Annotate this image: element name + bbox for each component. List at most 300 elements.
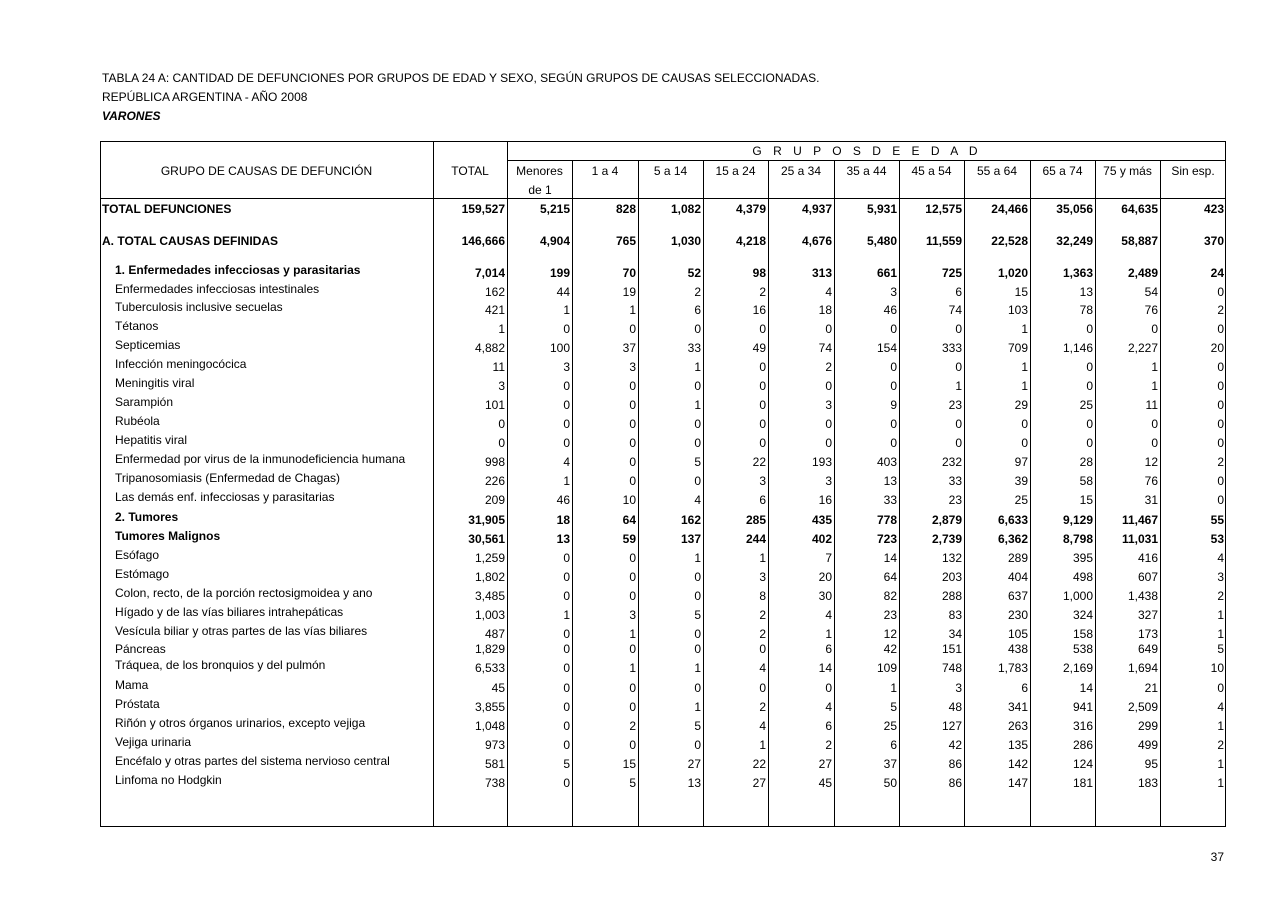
age-value-cell: 0	[629, 322, 636, 336]
age-value-cell: 5,931	[866, 202, 897, 216]
title-block	[102, 69, 820, 126]
age-value-cell: 4	[825, 608, 832, 622]
age-value-cell: 48	[948, 700, 962, 714]
age-value-cell: 97	[1014, 455, 1028, 469]
age-value-cell: 0	[694, 570, 701, 584]
row-label: Tráquea, de los bronquios y del pulmón	[115, 658, 326, 672]
table-title: TABLA 24 A: CANTIDAD DE DEFUNCIONES POR GRUPOS DE EDAD Y SEXO, SEGÚN GRUPOS DE CAUSAS SELECCIONADAS.	[102, 71, 820, 85]
age-value-cell: 127	[941, 719, 962, 733]
age-value-cell: 25	[1079, 398, 1093, 412]
row-label: Tuberculosis inclusive secuelas	[115, 300, 283, 314]
age-value-cell: 0	[825, 417, 832, 431]
age-value-cell: 0	[890, 436, 897, 450]
age-value-cell: 8	[759, 589, 766, 603]
age-value-cell: 4	[825, 285, 832, 299]
age-value-cell: 2	[759, 700, 766, 714]
total-cell: 1,259	[474, 551, 505, 565]
age-value-cell: 30	[818, 589, 832, 603]
age-value-cell: 435	[811, 513, 832, 527]
age-value-cell: 6	[1021, 681, 1028, 695]
age-value-cell: 18	[818, 303, 832, 317]
age-value-cell: 661	[876, 266, 897, 280]
age-groups-header: G R U P O S D E E D A D	[752, 144, 982, 158]
age-value-cell: 538	[1072, 642, 1093, 656]
total-cell: 162	[484, 285, 505, 299]
age-value-cell: 0	[825, 436, 832, 450]
age-value-cell: 285	[745, 513, 766, 527]
total-cell: 998	[484, 455, 505, 469]
age-value-cell: 5	[890, 700, 897, 714]
age-value-cell: 1	[1021, 379, 1028, 393]
age-value-cell: 147	[1007, 776, 1028, 790]
age-value-cell: 723	[876, 532, 897, 546]
age-value-cell: 5	[694, 719, 701, 733]
age-value-cell: 2,739	[931, 532, 962, 546]
age-value-cell: 4,676	[801, 234, 832, 248]
age-value-cell: 1	[1151, 379, 1158, 393]
age-value-cell: 748	[941, 661, 962, 675]
age-value-cell: 1,694	[1127, 661, 1158, 675]
row-label: Infección meningocócica	[115, 357, 247, 371]
row-label: Encéfalo y otras partes del sistema nervioso central	[115, 754, 390, 768]
column-divider	[703, 160, 704, 827]
age-value-cell: 0	[563, 417, 570, 431]
cause-column-header: GRUPO DE CAUSAS DE DEFUNCIÓN	[160, 164, 373, 178]
age-value-cell: 0	[1151, 322, 1158, 336]
row-label: A. TOTAL CAUSAS DEFINIDAS	[102, 234, 279, 248]
age-value-cell: 0	[563, 700, 570, 714]
total-cell: 159,527	[461, 202, 505, 216]
age-value-cell: 2	[759, 285, 766, 299]
column-divider	[638, 160, 639, 827]
age-column-header: 15 a 24	[715, 164, 756, 178]
age-value-cell: 438	[1007, 642, 1028, 656]
age-value-cell: 1	[890, 681, 897, 695]
age-value-cell: 15	[622, 757, 636, 771]
age-value-cell: 0	[825, 379, 832, 393]
age-value-cell: 0	[563, 570, 570, 584]
age-value-cell: 4,218	[735, 234, 766, 248]
age-value-cell: 0	[890, 417, 897, 431]
age-value-cell: 1,082	[670, 202, 701, 216]
age-value-cell: 4	[759, 661, 766, 675]
total-cell: 487	[484, 627, 505, 641]
age-value-cell: 0	[629, 700, 636, 714]
column-divider	[768, 160, 769, 827]
row-label: Tripanosomiasis (Enfermedad de Chagas)	[115, 471, 340, 485]
age-value-cell: 0	[694, 589, 701, 603]
age-value-cell: 14	[1079, 681, 1093, 695]
age-value-cell: 0	[955, 436, 962, 450]
age-value-cell: 50	[883, 776, 897, 790]
age-value-cell: 0	[563, 322, 570, 336]
age-value-cell: 1	[1217, 776, 1224, 790]
age-value-cell: 0	[1086, 436, 1093, 450]
age-value-cell: 324	[1072, 608, 1093, 622]
age-value-cell: 1	[563, 474, 570, 488]
age-value-cell: 12	[883, 627, 897, 641]
age-value-cell: 0	[629, 417, 636, 431]
age-value-cell: 0	[1086, 322, 1093, 336]
age-value-cell: 181	[1072, 776, 1093, 790]
age-value-cell: 42	[948, 738, 962, 752]
total-cell: 1,048	[474, 719, 505, 733]
age-value-cell: 2	[759, 627, 766, 641]
menores-header-line2: de 1	[528, 183, 552, 197]
age-value-cell: 2	[825, 738, 832, 752]
age-value-cell: 1,783	[997, 661, 1028, 675]
age-value-cell: 0	[694, 738, 701, 752]
row-label: Meningitis viral	[115, 376, 195, 390]
age-value-cell: 83	[948, 608, 962, 622]
age-value-cell: 370	[1203, 234, 1224, 248]
column-divider	[1030, 160, 1031, 827]
row-label: Tétanos	[115, 319, 159, 333]
age-value-cell: 18	[556, 513, 570, 527]
age-value-cell: 33	[948, 474, 962, 488]
age-value-cell: 0	[759, 360, 766, 374]
total-cell: 738	[484, 776, 505, 790]
age-value-cell: 1	[955, 379, 962, 393]
age-value-cell: 3	[759, 474, 766, 488]
age-value-cell: 1	[694, 360, 701, 374]
age-value-cell: 0	[1151, 436, 1158, 450]
age-column-header: 75 y más	[1103, 164, 1152, 178]
age-value-cell: 39	[1014, 474, 1028, 488]
age-value-cell: 4	[1217, 700, 1224, 714]
age-value-cell: 0	[759, 322, 766, 336]
age-value-cell: 6,362	[997, 532, 1028, 546]
age-value-cell: 16	[752, 303, 766, 317]
age-value-cell: 0	[1217, 379, 1224, 393]
age-value-cell: 4	[825, 700, 832, 714]
row-label: Vesícula biliar y otras partes de las vías biliares	[115, 624, 368, 638]
age-value-cell: 1	[825, 627, 832, 641]
age-value-cell: 0	[563, 738, 570, 752]
age-value-cell: 3	[955, 681, 962, 695]
row-label: 2. Tumores	[115, 510, 179, 524]
age-value-cell: 33	[687, 341, 701, 355]
age-value-cell: 0	[1217, 285, 1224, 299]
age-value-cell: 23	[948, 493, 962, 507]
age-value-cell: 27	[818, 757, 832, 771]
total-column-header: TOTAL	[451, 164, 489, 178]
age-value-cell: 828	[615, 202, 636, 216]
total-cell: 45	[491, 681, 505, 695]
age-value-cell: 135	[1007, 738, 1028, 752]
age-value-cell: 0	[1217, 360, 1224, 374]
age-value-cell: 4	[694, 493, 701, 507]
age-value-cell: 2,489	[1127, 266, 1158, 280]
age-value-cell: 765	[615, 234, 636, 248]
age-value-cell: 44	[556, 285, 570, 299]
total-cell: 973	[484, 738, 505, 752]
total-cell: 3,855	[474, 700, 505, 714]
age-value-cell: 607	[1137, 570, 1158, 584]
age-value-cell: 6	[825, 719, 832, 733]
age-value-cell: 395	[1072, 551, 1093, 565]
age-value-cell: 0	[1217, 493, 1224, 507]
age-value-cell: 24,466	[991, 202, 1028, 216]
age-value-cell: 103	[1007, 303, 1028, 317]
age-value-cell: 0	[563, 661, 570, 675]
age-value-cell: 0	[629, 570, 636, 584]
age-value-cell: 20	[1210, 341, 1224, 355]
age-value-cell: 1,438	[1127, 589, 1158, 603]
age-value-cell: 6	[890, 738, 897, 752]
age-value-cell: 64,635	[1121, 202, 1158, 216]
age-value-cell: 5	[694, 455, 701, 469]
age-value-cell: 0	[563, 776, 570, 790]
age-value-cell: 58,887	[1121, 234, 1158, 248]
age-value-cell: 0	[563, 627, 570, 641]
age-value-cell: 199	[549, 266, 570, 280]
age-value-cell: 11,559	[925, 234, 962, 248]
age-value-cell: 45	[818, 776, 832, 790]
age-value-cell: 709	[1007, 341, 1028, 355]
age-value-cell: 70	[622, 266, 636, 280]
age-value-cell: 3	[825, 474, 832, 488]
total-cell: 1,829	[474, 642, 505, 656]
age-value-cell: 9	[890, 398, 897, 412]
age-value-cell: 316	[1072, 719, 1093, 733]
age-value-cell: 42	[883, 642, 897, 656]
age-value-cell: 5	[694, 608, 701, 622]
row-label: Páncreas	[115, 642, 166, 656]
age-value-cell: 11,031	[1121, 532, 1158, 546]
age-value-cell: 0	[759, 398, 766, 412]
age-value-cell: 0	[759, 642, 766, 656]
age-value-cell: 11,467	[1121, 513, 1158, 527]
age-value-cell: 64	[883, 570, 897, 584]
age-value-cell: 22	[752, 757, 766, 771]
age-value-cell: 32,249	[1056, 234, 1093, 248]
age-value-cell: 31	[1144, 493, 1158, 507]
age-value-cell: 0	[1217, 322, 1224, 336]
age-value-cell: 0	[890, 322, 897, 336]
age-value-cell: 0	[629, 642, 636, 656]
age-value-cell: 13	[883, 474, 897, 488]
age-value-cell: 230	[1007, 608, 1028, 622]
age-value-cell: 74	[948, 303, 962, 317]
age-value-cell: 13	[1079, 285, 1093, 299]
age-value-cell: 22,528	[991, 234, 1028, 248]
age-value-cell: 498	[1072, 570, 1093, 584]
age-value-cell: 5,215	[539, 202, 570, 216]
page-number: 37	[1210, 850, 1224, 864]
column-divider	[572, 160, 573, 827]
age-value-cell: 37	[883, 757, 897, 771]
age-value-cell: 1	[629, 627, 636, 641]
age-value-cell: 289	[1007, 551, 1028, 565]
age-value-cell: 0	[890, 360, 897, 374]
age-value-cell: 4,937	[801, 202, 832, 216]
age-value-cell: 76	[1144, 303, 1158, 317]
row-label: Estómago	[115, 567, 170, 581]
total-cell: 0	[498, 436, 505, 450]
age-group-divider	[507, 160, 1226, 161]
age-value-cell: 5	[563, 757, 570, 771]
age-value-cell: 263	[1007, 719, 1028, 733]
age-value-cell: 0	[1217, 417, 1224, 431]
total-cell: 3,485	[474, 589, 505, 603]
age-value-cell: 132	[941, 551, 962, 565]
age-value-cell: 778	[876, 513, 897, 527]
age-value-cell: 1	[694, 700, 701, 714]
header-divider	[100, 198, 1226, 199]
age-value-cell: 1	[629, 661, 636, 675]
age-value-cell: 6	[955, 285, 962, 299]
age-value-cell: 0	[694, 642, 701, 656]
age-value-cell: 4,379	[735, 202, 766, 216]
age-value-cell: 15	[1014, 285, 1028, 299]
total-cell: 209	[484, 493, 505, 507]
total-cell: 101	[484, 398, 505, 412]
row-label: Sarampión	[115, 395, 174, 409]
age-value-cell: 173	[1137, 627, 1158, 641]
age-value-cell: 13	[556, 532, 570, 546]
age-value-cell: 1	[1021, 360, 1028, 374]
age-value-cell: 10	[622, 493, 636, 507]
age-value-cell: 0	[1151, 417, 1158, 431]
row-label: Vejiga urinaria	[115, 735, 192, 749]
age-column-header: 55 a 64	[976, 164, 1018, 178]
age-value-cell: 1	[1151, 360, 1158, 374]
row-label: Septicemias	[115, 338, 181, 352]
age-value-cell: 1	[563, 303, 570, 317]
age-value-cell: 14	[818, 661, 832, 675]
column-divider	[507, 141, 508, 827]
total-cell: 6,533	[474, 661, 505, 675]
age-value-cell: 1	[563, 608, 570, 622]
row-label: Enfermedades infecciosas intestinales	[115, 282, 320, 296]
age-value-cell: 1	[1217, 627, 1224, 641]
age-value-cell: 4	[759, 719, 766, 733]
total-cell: 3	[498, 379, 505, 393]
age-value-cell: 3	[759, 570, 766, 584]
age-value-cell: 3	[629, 360, 636, 374]
age-value-cell: 11	[1145, 398, 1158, 412]
column-divider	[899, 160, 900, 827]
age-value-cell: 3	[825, 398, 832, 412]
age-value-cell: 0	[694, 627, 701, 641]
age-value-cell: 333	[941, 341, 962, 355]
total-cell: 226	[484, 474, 505, 488]
column-divider	[964, 160, 965, 827]
age-value-cell: 14	[883, 551, 897, 565]
column-divider	[1095, 160, 1096, 827]
row-label: TOTAL DEFUNCIONES	[102, 202, 232, 216]
age-value-cell: 423	[1203, 202, 1224, 216]
age-value-cell: 162	[680, 513, 701, 527]
age-value-cell: 404	[1007, 570, 1028, 584]
age-value-cell: 37	[622, 341, 636, 355]
age-value-cell: 0	[563, 642, 570, 656]
age-value-cell: 86	[948, 776, 962, 790]
age-value-cell: 299	[1137, 719, 1158, 733]
age-value-cell: 1	[694, 661, 701, 675]
age-value-cell: 1	[1217, 757, 1224, 771]
age-value-cell: 78	[1079, 303, 1093, 317]
total-cell: 146,666	[461, 234, 505, 248]
age-value-cell: 76	[1144, 474, 1158, 488]
age-value-cell: 2	[629, 719, 636, 733]
age-value-cell: 341	[1007, 700, 1028, 714]
sex-label: VARONES	[102, 109, 161, 123]
age-value-cell: 1,020	[997, 266, 1028, 280]
age-value-cell: 1	[1217, 719, 1224, 733]
row-label: Las demás enf. infecciosas y parasitarias	[115, 490, 335, 504]
row-label: Próstata	[115, 697, 160, 711]
age-value-cell: 4	[1217, 551, 1224, 565]
age-value-cell: 0	[629, 551, 636, 565]
age-value-cell: 649	[1137, 642, 1158, 656]
age-value-cell: 0	[759, 417, 766, 431]
age-value-cell: 0	[1217, 436, 1224, 450]
age-value-cell: 1	[759, 738, 766, 752]
age-value-cell: 403	[876, 455, 897, 469]
age-value-cell: 3	[890, 285, 897, 299]
age-value-cell: 313	[811, 266, 832, 280]
total-cell: 4,882	[474, 341, 505, 355]
age-value-cell: 0	[955, 360, 962, 374]
age-value-cell: 95	[1144, 757, 1158, 771]
age-value-cell: 154	[876, 341, 897, 355]
age-column-header: 5 a 14	[653, 164, 688, 178]
age-value-cell: 27	[752, 776, 766, 790]
age-value-cell: 0	[629, 379, 636, 393]
age-value-cell: 2	[1217, 303, 1224, 317]
age-value-cell: 0	[563, 681, 570, 695]
age-value-cell: 52	[687, 266, 701, 280]
age-value-cell: 1	[1021, 322, 1028, 336]
age-value-cell: 402	[811, 532, 832, 546]
age-column-header: Menores	[516, 164, 563, 178]
age-value-cell: 23	[948, 398, 962, 412]
age-value-cell: 0	[759, 379, 766, 393]
age-value-cell: 137	[680, 532, 701, 546]
age-value-cell: 46	[883, 303, 897, 317]
age-column-header: 45 a 54	[911, 164, 952, 178]
age-value-cell: 4,904	[539, 234, 570, 248]
age-value-cell: 13	[687, 776, 701, 790]
age-value-cell: 158	[1072, 627, 1093, 641]
age-value-cell: 3	[1217, 570, 1224, 584]
age-value-cell: 0	[955, 417, 962, 431]
age-value-cell: 0	[563, 398, 570, 412]
age-value-cell: 64	[622, 513, 636, 527]
age-value-cell: 0	[825, 322, 832, 336]
age-value-cell: 637	[1007, 589, 1028, 603]
age-value-cell: 0	[629, 436, 636, 450]
age-value-cell: 2	[694, 285, 701, 299]
age-value-cell: 5,480	[866, 234, 897, 248]
age-column-header: 25 a 34	[780, 164, 822, 178]
age-value-cell: 1	[694, 398, 701, 412]
age-value-cell: 109	[876, 661, 897, 675]
age-value-cell: 10	[1210, 661, 1224, 675]
age-value-cell: 1	[694, 551, 701, 565]
age-value-cell: 232	[941, 455, 962, 469]
age-value-cell: 1,146	[1062, 341, 1093, 355]
age-value-cell: 499	[1137, 738, 1158, 752]
age-value-cell: 203	[941, 570, 962, 584]
age-value-cell: 124	[1072, 757, 1093, 771]
age-value-cell: 2,879	[931, 513, 962, 527]
age-value-cell: 0	[563, 551, 570, 565]
age-value-cell: 6,633	[997, 513, 1028, 527]
row-label: Rubéola	[115, 414, 160, 428]
